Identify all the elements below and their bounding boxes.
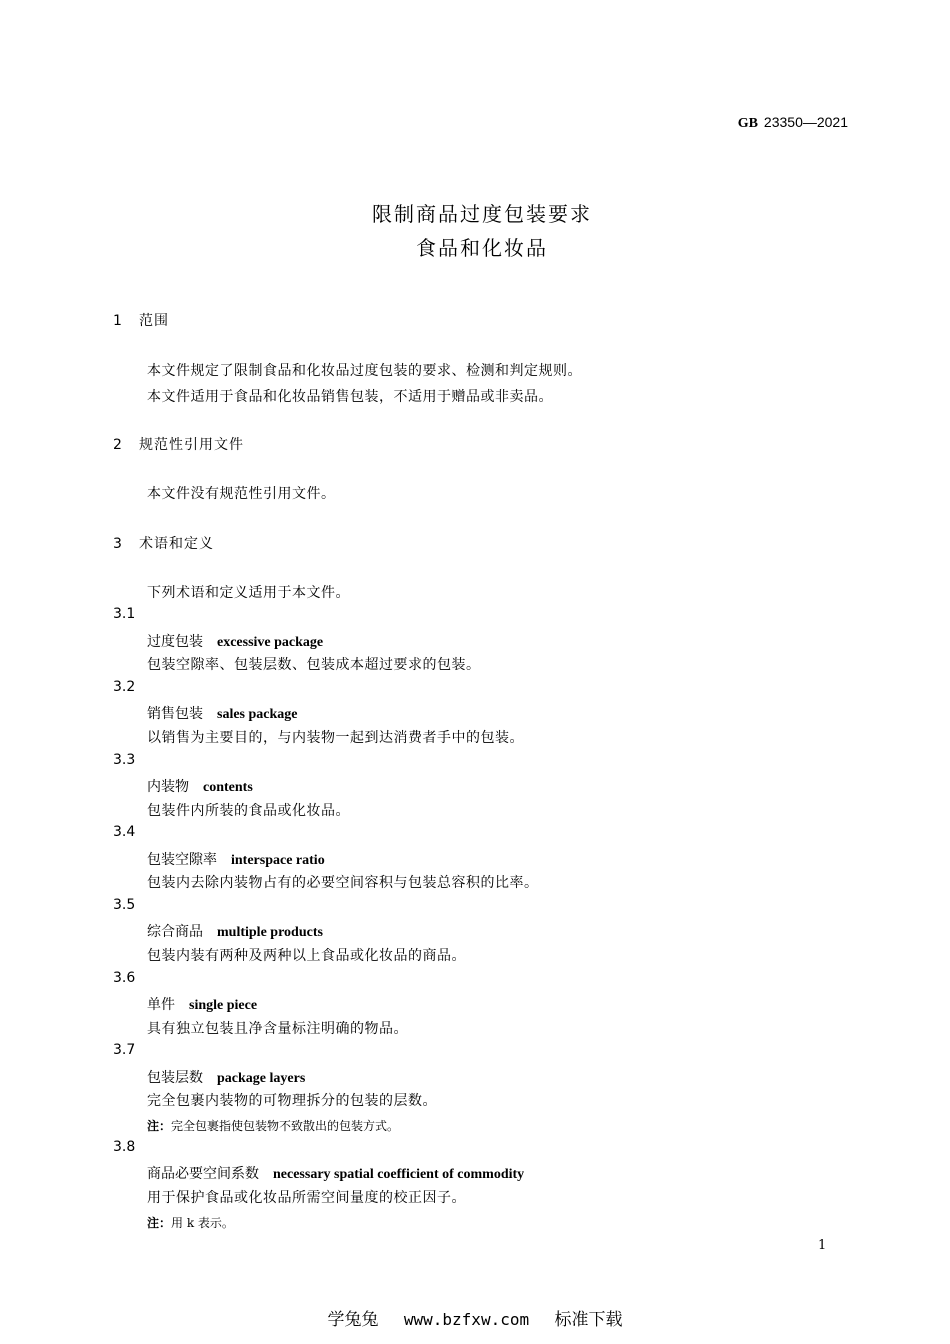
term-definition: 以销售为主要目的，与内装物一起到达消费者手中的包装。 [147,730,524,746]
term-zh: 包装空隙率 [147,852,217,868]
section-heading [113,434,244,454]
term-zh: 商品必要空间系数 [147,1166,259,1182]
section-number: 3 [113,536,123,552]
footer-site-name: 学兔兔 [327,1310,379,1330]
term-number: 3.4 [113,824,136,840]
term-en: sales package [217,707,298,722]
note-label: 注： [147,1119,172,1133]
term-en: necessary spatial coefficient of commodity [273,1167,525,1182]
term-zh: 销售包装 [147,706,203,722]
term-zh: 过度包装 [147,634,203,650]
page-number: 1 [818,1238,827,1253]
document-code-number: 23350—2021 [763,114,848,130]
paragraph: 本文件规定了限制食品和化妆品过度包装的要求、检测和判定规则。 [147,363,582,379]
term-definition: 包装空隙率、包装层数、包装成本超过要求的包装。 [147,657,481,673]
term-en: contents [203,780,253,795]
term-en: excessive package [217,635,324,650]
term-number: 3.7 [113,1042,136,1058]
term-heading [147,994,257,1014]
term-heading [147,631,323,651]
paragraph: 本文件没有规范性引用文件。 [147,486,336,502]
section-heading [113,310,169,330]
term-number: 3.6 [113,970,136,986]
term-definition: 包装件内所装的食品或化妆品。 [147,803,350,819]
section-number: 2 [113,437,123,453]
term-number: 3.5 [113,897,136,913]
term-number: 3.1 [113,606,136,622]
term-en: multiple products [217,925,323,940]
term-heading [147,1163,524,1183]
document-code-prefix: GB [737,116,758,131]
document-subtitle: 食品和化妆品 [416,236,548,260]
term-en: single piece [189,998,258,1013]
term-zh: 综合商品 [147,924,203,940]
section-title: 术语和定义 [139,536,214,552]
section-number: 1 [113,313,123,329]
term-zh: 单件 [147,997,175,1013]
term-note [147,1214,234,1231]
term-heading [147,849,325,869]
note-text: 完全包裹指使包装物不致散出的包装方式。 [171,1119,400,1133]
term-heading [147,921,323,941]
term-definition: 用于保护食品或化妆品所需空间量度的校正因子。 [147,1190,466,1206]
term-zh: 内装物 [147,779,189,795]
term-number: 3.2 [113,679,136,695]
term-en: package layers [217,1071,306,1086]
term-definition: 完全包裹内装物的可物理拆分的包装的层数。 [147,1093,437,1109]
term-heading [147,1067,305,1087]
term-heading [147,776,253,796]
paragraph: 本文件适用于食品和化妆品销售包装，不适用于赠品或非卖品。 [147,389,553,405]
section-title: 规范性引用文件 [139,437,244,453]
term-en: interspace ratio [231,853,325,868]
footer-tagline: 标准下载 [554,1310,623,1330]
term-note [147,1117,399,1134]
note-label: 注： [147,1216,172,1230]
section-heading [113,533,214,553]
term-number: 3.3 [113,752,136,768]
paragraph: 下列术语和定义适用于本文件。 [147,585,350,601]
term-definition: 具有独立包装且净含量标注明确的物品。 [147,1021,408,1037]
term-heading [147,703,298,723]
term-definition: 包装内去除内装物占有的必要空间容积与包装总容积的比率。 [147,875,539,891]
section-title: 范围 [139,313,169,329]
footer-url-link[interactable]: www.bzfxw.com [403,1310,530,1329]
term-zh: 包装层数 [147,1070,203,1086]
term-number: 3.8 [113,1139,136,1155]
document-code [738,114,848,132]
document-title: 限制商品过度包装要求 [372,202,592,226]
footer-banner [0,1305,950,1330]
note-text: 用 k 表示。 [171,1216,234,1230]
term-definition: 包装内装有两种及两种以上食品或化妆品的商品。 [147,948,466,964]
